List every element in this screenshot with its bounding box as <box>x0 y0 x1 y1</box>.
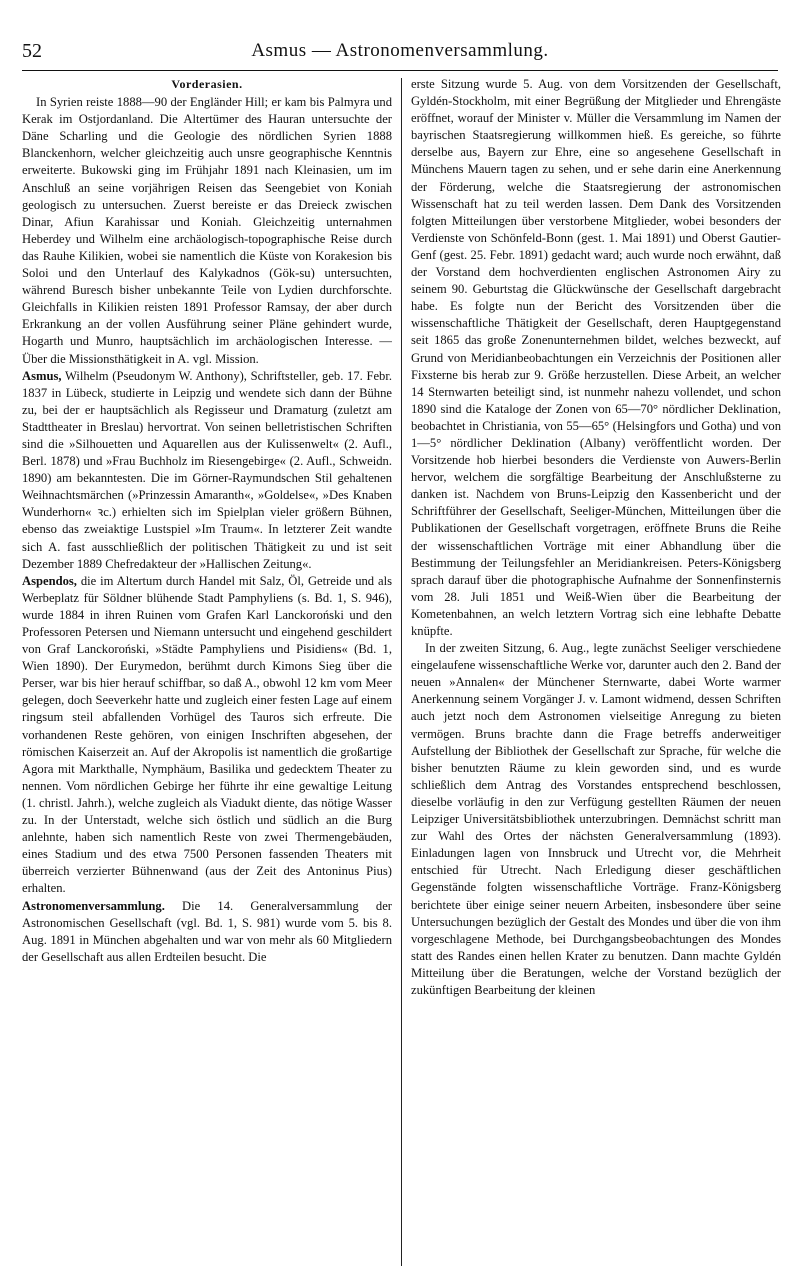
entry-text-astronomenversammlung: Die 14. Generalversammlung der Astronomischen Gesellschaft (vgl. Bd. 1, S. 981) wurde vom 5. bis 8. Aug. 1891 in München abgehalten und war von mehr als 60 Mitgliedern der Gesellschaft aus allen Erdteilen besucht. Die <box>22 898 392 964</box>
entry-heading-aspendos: Aspendos, <box>22 573 77 588</box>
entry-heading-asmus: Asmus, <box>22 368 62 383</box>
entry-heading-astronomenversammlung: Astronomenversammlung. <box>22 898 165 913</box>
page-number: 52 <box>22 40 42 62</box>
left-column <box>22 76 392 1268</box>
page-header <box>22 40 778 71</box>
paragraph-vorderasien: In Syrien reiste 1888—90 der Engländer Hill; er kam bis Palmyra und Kerak im Ostjordanland. Die Altertümer des Hauran untersuchte der Däne Scharling und die Geologie des nördlichen Syrien 1888 Blanckenhorn, welcher gleichzeitig auch unsre geographische Kenntnis erweiterte. Bukowski ging im Frühjahr 1891 nach Kleinasien, um im Anschluß an seine vorjährigen Reisen das Seengebiet von Koniah geologisch zu untersuchen. Zuerst bereiste er das Dreieck zwischen Dinar, Afiun Karahissar und Koniah. Gleichzeitig unternahmen Heberdey und Wilhelm eine archäologisch-topographische Reise durch das Rauhe Kilikien, wobei sie namentlich die Küste von Korakesion bis Soloi und den Unterlauf des Kalykadnos (Gök-su) untersuchten, während Buresch bisher unbekannte Teile von Lydien durchforschte. Gleichfalls in Kilikien reisten 1891 Professor Ramsay, der aber durch Erkrankung an der vollen Ausführung seiner Pläne gehindert wurde, Hogarth und Munro, hauptsächlich im archäologischen Interesse. — Über die Missionsthätigkeit in A. vgl. Mission. <box>22 95 392 366</box>
entry-text-aspendos: die im Altertum durch Handel mit Salz, Öl, Getreide und als Werbeplatz für Söldner blühende Stadt Pamphyliens (s. Bd. 1, S. 946), wurde 1884 in ihren Ruinen vom Grafen Karl Lanckoroński und den Professoren Petersen und Niemann untersucht und eingehend geschildert von Graf Lanckoroński, »Städte Pamphyliens und Pisidiens« (Bd. 1, Wien 1890). Der Eurymedon, berühmt durch Kimons Sieg über die Perser, war bis hier herauf schiffbar, so daß A., obwohl 12 km vom Meer gelegen, doch Seeverkehr hatte und zugleich einer festen Lage auf einem ringsum steil abfallenden Vorhügel des Tauros sich erfreute. Die vorhandenen Reste gehören, von einigen Inschriften abgesehen, der römischen Kaiserzeit an. Auf der Akropolis ist namentlich die großartige Agora mit Markthalle, Nymphäum, Basilika und gedecktem Theater zu nennen. Vom nördlichen Gebirge her führte ihr eine gewaltige Leitung (1. christl. Jahrh.), welche zugleich als Viadukt diente, das nötige Wasser zu. In der Unterstadt, welche sich östlich und südlich an die Burg anlehnte, haben sich namentlich Reste von zwei Thermengebäuden, eines Stadium und des etwa 7500 Personen fassenden Theaters mit überreich verzierter Bühnenwand (aus der Zeit des Antoninus Pius) erhalten. <box>22 573 392 896</box>
running-title: Asmus — Astronomenversammlung. <box>251 40 549 61</box>
section-heading-vorderasien: Vorderasien. <box>171 77 243 91</box>
entry-text-asmus: Wilhelm (Pseudonym W. Anthony), Schriftsteller, geb. 17. Febr. 1837 in Lübeck, studierte in Leipzig und wendete sich dann der Bühne zu, bei der er hauptsächlich als Regisseur und Dramaturg (zuletzt am Stadttheater in Breslau) hervortrat. Von seinen belletristischen Schriften sind die »Silhouetten und Aquarellen aus der Kulissenwelt« (2. Aufl., Berl. 1878) und »Frau Buchholz im Riesengebirge« (2. Aufl., Schweidn. 1890) am bekanntesten. Die im Görner-Raymundschen Stil gehaltenen Weihnachtsmärchen (»Prinzessin Amaranth«, »Goldelse«, »Des Knaben Wunderhorn« ꝛc.) erhielten sich im Spielplan vieler größern Bühnen, ebenso das zweiaktige Lustspiel »Im Traum«. In letzterer Zeit wandte sich A. fast ausschließlich der politischen Thätigkeit zu und ist seit Dezember 1889 Chefredakteur der »Hallischen Zeitung«. <box>22 368 392 571</box>
entry-aspendos <box>22 573 392 898</box>
entry-asmus <box>22 368 392 573</box>
column-divider <box>401 78 402 1266</box>
paragraph-first-session: erste Sitzung wurde 5. Aug. von dem Vorsitzenden der Gesellschaft, Gyldén-Stockholm, mit einer Begrüßung der Mitglieder und Ehrengäste eröffnet, worauf der Minister v. Müller die Versammlung im Namen der bayrischen Staatsregierung willkommen hieß. Es gereiche, so führte derselbe aus, Bayern zur Ehre, eine so angesehene Gesellschaft in Münchens Mauern tagen zu sehen, und er sehe darin eine Anerkennung der Förderung, welche die Staatsregierung der astronomischen Wissenschaft hat zu teil werden lassen. Dem Dank des Vorsitzenden folgten Mitteilungen über verstorbene Mitglieder, wobei besonders der Verdienste von Schönfeld-Bonn (gest. 1. Mai 1891) und Oberst Gautier-Genf (gest. 25. Febr. 1891) gedacht ward; auch wurde noch erwähnt, daß der Vorstand dem hochverdienten englischen Astronomen Airy zu seinem 90. Geburtstag die Glückwünsche der Gesellschaft dargebracht habe. Es folgte nun der Bericht des Vorsitzenden über die wissenschaftliche Thätigkeit der Gesellschaft, deren Hauptgegenstand seit 1865 das große Zonenunternehmen bildet, welches bezweckt, auf Grund von Meridianbeobachtungen ein Verzeichnis der Positionen aller Fixsterne bis herab zur 9. Größe herzustellen. Diese Arbeit, an welcher 14 Sternwarten beteiligt sind, ist nunmehr nahezu vollendet, und schon 1890 sind die Kataloge der Zonen von 65—70° nördlicher Deklination, beobachtet in Christiania, von 55—65° (Helsingfors und Gotha) und von 1—5° nördlicher Deklination (Albany) veröffentlicht worden. Der Vorsitzende hob hierbei besonders die Verdienste von Auwers-Berlin hervor, welchem die sorgfältige Bearbeitung der Anschlußsterne zu danken ist. Nachdem von Bruns-Leipzig den Kassenbericht und der Schriftführer der Gesellschaft, Seeliger-München, Mitteilungen über die Publikationen der Gesellschaft vorgetragen, eröffnete Bruns die Reihe der wissenschaftlichen Vorträge mit einer Abhandlung über die Bestimmung der Teilungsfehler an Meridiankreisen. Peters-Königsberg sprach darauf über die photographische Aufnahme der Sonnenfinsternis vom 28. Juli 1851 und Weiß-Wien über die Bearbeitung der Kometenbahnen, an welch letztern Vortrag sich eine lebhafte Debatte knüpfte. <box>411 77 781 638</box>
entry-astronomenversammlung <box>22 898 392 966</box>
paragraph-second-session: In der zweiten Sitzung, 6. Aug., legte zunächst Seeliger verschiedene eingelaufene wissenschaftliche Werke vor, darunter auch den 2. Band der neuen »Annalen« der Münchener Sternwarte, dabei Worte warmer Anerkennung seinem Vorgänger J. v. Lamont widmend, dessen Schriften auch jetzt noch dem Astronomen vielseitige Anregung zu bieten vermögen. Bruns brachte dann die Frage betreffs anderweitiger Aufstellung der Bibliothek der Gesellschaft zur Sprache, für welche die bisher benutzten Räume zu klein geworden sind, und es wurde schließlich dem Antrag des Vorstandes entsprechend beschlossen, dieselbe vorläufig in den zur Verfügung gestellten Räumen der neuen Leipziger Universitätsbibliothek unterzubringen. Demnächst schritt man zur Wahl des Ortes der nächsten Generalversammlung (1893). Einladungen lagen von Innsbruck und Utrecht vor, die Mehrheit entschied für Utrecht. Nach Erledigung dieser geschäftlichen Gegenstände folgten wissenschaftliche Vorträge. Franz-Königsberg berichtete über einige seiner neuern Arbeiten, insbesondere über seine Untersuchungen bezüglich der Gestalt des Mondes und über die von ihm vorgeschlagene Methode, bei Durchgangsbeobachtungen des Mondes statt des Randes einen hellen Krater zu benutzen. Dann machte Gyldén Mitteilung über die Beratungen, welche der Vorstand bezüglich der zukünftigen Bearbeitung der kleinen <box>411 641 781 997</box>
right-column <box>411 76 781 1268</box>
